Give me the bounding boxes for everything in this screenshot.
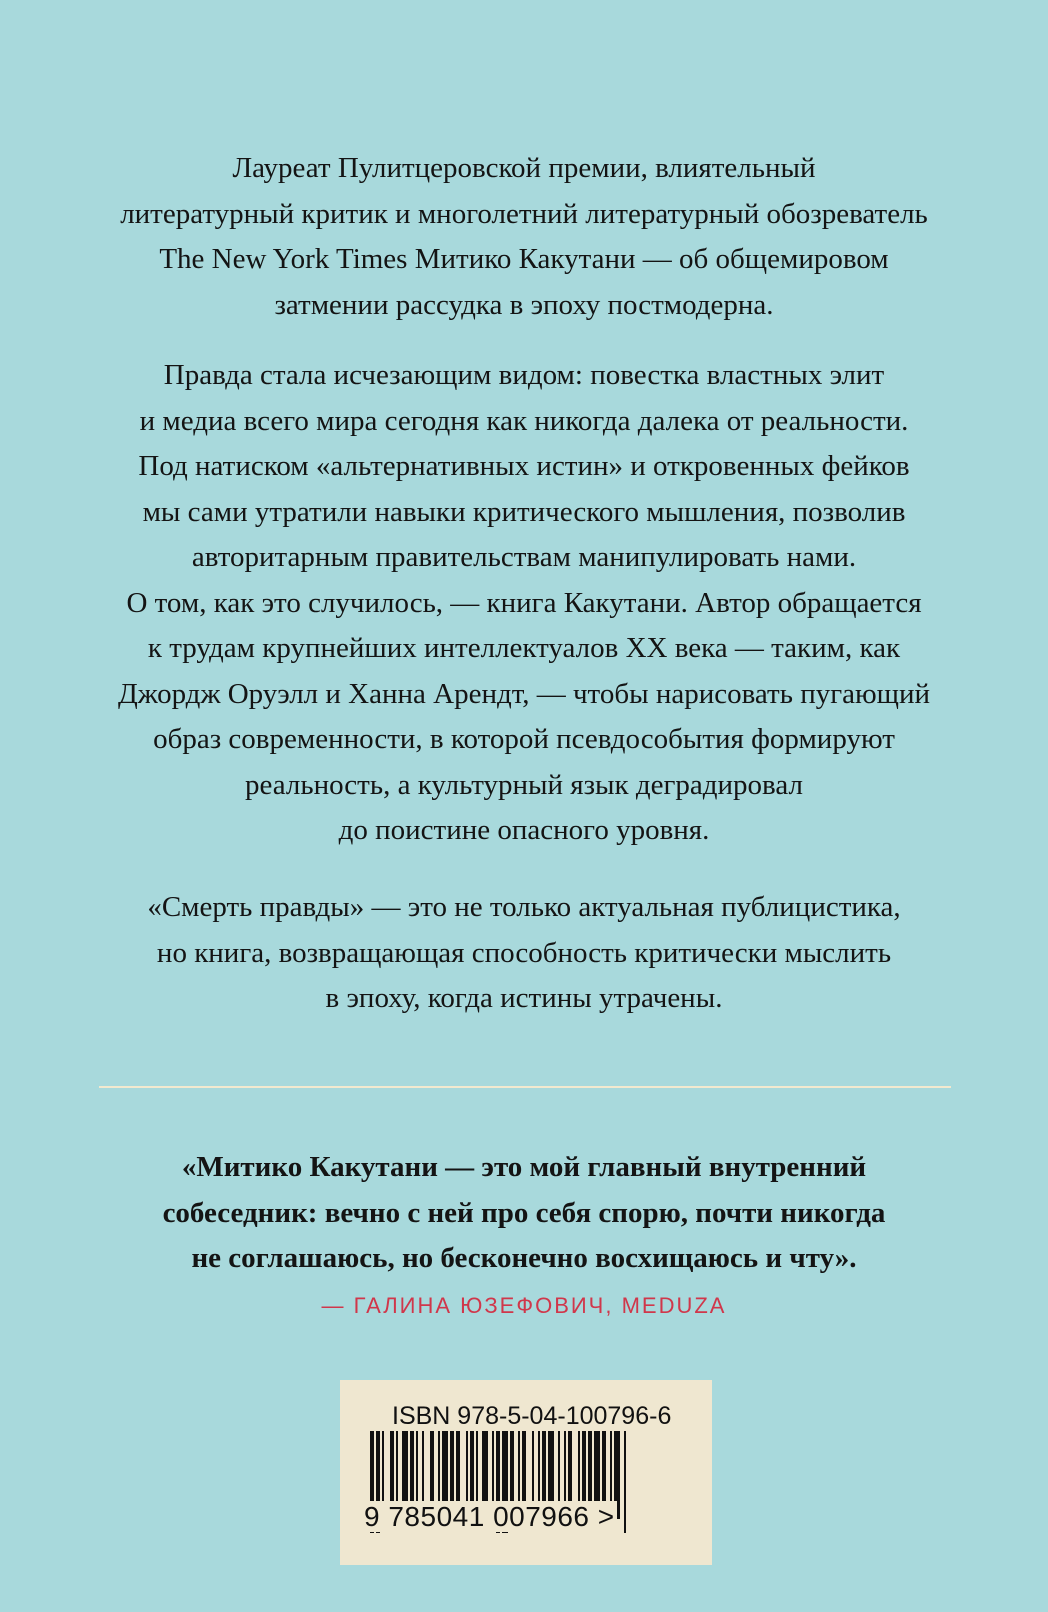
intro-line: затмении рассудка в эпоху постмодерна. (274, 288, 774, 321)
quote-line: не соглашаюсь, но бесконечно восхищаюсь и чту». (191, 1242, 857, 1274)
body-line: и медиа всего мира сегодня как никогда далека от реальности. (139, 404, 909, 437)
body-line: образ современности, в которой псевдособытия формируют (153, 723, 895, 755)
body-line: Правда стала исчезающим видом: повестка властных элит (163, 359, 885, 391)
outro-line: в эпоху, когда истины утрачены. (325, 982, 723, 1014)
intro-line: Лауреат Пулитцеровской премии, влиятельный (232, 152, 816, 184)
body-line: мы сами утратили навыки критического мышления, позволив (142, 495, 906, 528)
body-line: Под натиском «альтернативных истин» и откровенных фейков (138, 450, 910, 482)
body-line: реальность, а культурный язык деградировал (245, 768, 803, 801)
body-line: Джордж Оруэлл и Ханна Арендт, — чтобы нарисовать пугающий (117, 677, 931, 710)
barcode-block (340, 1380, 712, 1565)
body-line: О том, как это случилось, — книга Какутани. Автор обращается (126, 586, 922, 619)
body-paragraph (0, 353, 1048, 854)
barcode-digits: 9 785041 007966 > (364, 1501, 615, 1532)
body-line: авторитарным правительствам манипулировать нами. (191, 541, 857, 573)
body-line: до поистине опасного уровня. (338, 814, 710, 846)
intro-line: литературный критик и многолетний литературный обозреватель (120, 197, 928, 230)
intro-paragraph (0, 146, 1048, 328)
outro-line: но книга, возвращающая способность критически мыслить (156, 936, 892, 969)
isbn-label: ISBN 978-5-04-100796-6 (392, 1402, 672, 1430)
intro-line: The New York Times Митико Какутани — об общемировом (159, 243, 889, 275)
body-line: к трудам крупнейших интеллектуалов XX века — таким, как (147, 632, 901, 664)
divider (99, 1086, 951, 1088)
quote-line: собеседник: вечно с ней про себя спорю, почти никогда (162, 1196, 886, 1229)
quote-attribution: — ГАЛИНА ЮЗЕФОВИЧ, MEDUZA (321, 1293, 727, 1318)
review-quote (0, 1145, 1048, 1282)
quote-line: «Митико Какутани — это мой главный внутренний (181, 1151, 867, 1183)
outro-line: «Смерть правды» — это не только актуальная публицистика, (147, 891, 901, 923)
outro-paragraph (0, 885, 1048, 1022)
